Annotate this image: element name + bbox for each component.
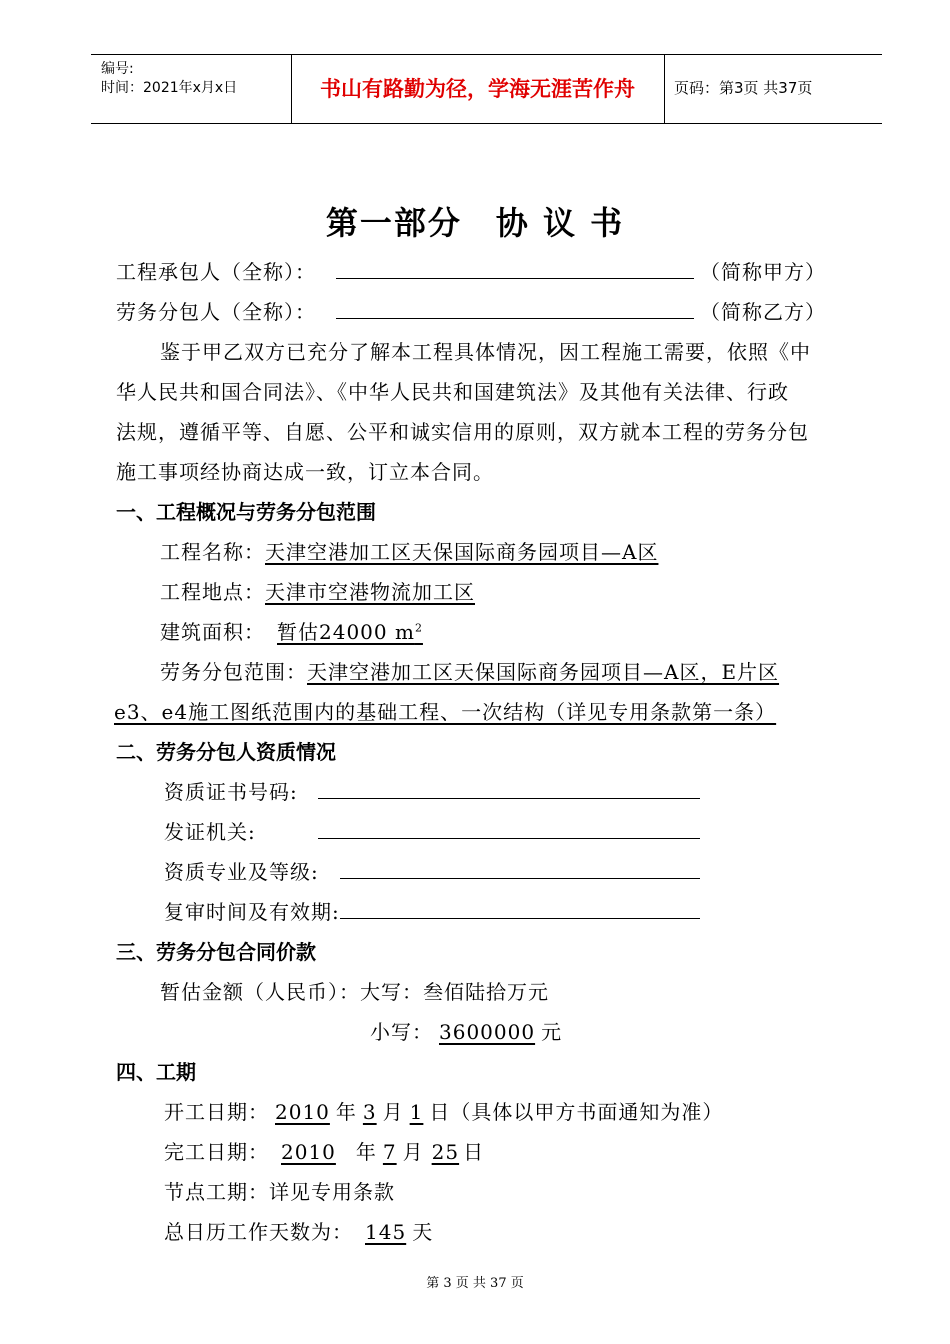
start-day-char: 日 <box>429 1100 451 1124</box>
issuer-blank <box>318 838 700 839</box>
total-days-value: 145 <box>365 1220 407 1244</box>
end-year-char: 年 <box>355 1140 377 1164</box>
end-month: 7 <box>382 1140 397 1164</box>
start-note: （具体以甲方书面通知为准） <box>450 1100 724 1124</box>
project-name-value: 天津空港加工区天保国际商务园项目—A区 <box>265 540 659 564</box>
header-motto: 书山有路勤为径，学海无涯苦作舟 <box>291 55 665 123</box>
milestone-label: 节点工期：详见专用条款 <box>164 1180 395 1204</box>
end-year: 2010 <box>281 1140 336 1164</box>
building-area-text: 暂估24000 m <box>277 620 415 644</box>
subcontractor-suffix: （简称乙方） <box>700 300 826 324</box>
start-date-row <box>164 1096 723 1125</box>
amount-label: 暂估金额（人民币）：大写：叁佰陆拾万元 <box>160 980 549 1004</box>
scope-row-2 <box>114 696 776 725</box>
area-superscript: 2 <box>414 621 423 635</box>
start-day: 1 <box>409 1100 424 1124</box>
subcontractor-blank <box>336 318 694 319</box>
start-month: 3 <box>362 1100 377 1124</box>
contractor-suffix: （简称甲方） <box>700 260 826 284</box>
grade-label: 资质专业及等级: <box>164 860 319 884</box>
serial-label: 编号: <box>101 61 134 77</box>
section-3-heading: 三、劳务分包合同价款 <box>116 940 316 964</box>
header-page-info: 页码：第3页 共37页 <box>674 79 813 97</box>
start-year-char: 年 <box>335 1100 357 1124</box>
review-label: 复审时间及有效期: <box>164 900 340 924</box>
scope-row <box>160 656 779 685</box>
scope-label: 劳务分包范围： <box>160 660 307 684</box>
page-header <box>91 54 882 124</box>
total-days-label: 总日历工作天数为： <box>164 1220 353 1244</box>
project-location-value: 天津市空港物流加工区 <box>265 580 475 604</box>
small-amount-unit: 元 <box>541 1020 563 1044</box>
grade-blank <box>340 878 700 879</box>
building-area-label: 建筑面积： <box>160 620 265 644</box>
start-month-char: 月 <box>382 1100 404 1124</box>
document-title: 第一部分 协 议 书 <box>325 204 625 242</box>
time-label: 时间：2021年x月x日 <box>101 80 238 96</box>
contractor-row <box>116 256 316 285</box>
end-month-char: 月 <box>402 1140 424 1164</box>
end-day: 25 <box>431 1140 460 1164</box>
small-amount-value: 3600000 <box>439 1020 536 1044</box>
section-4-heading: 四、工期 <box>116 1060 196 1084</box>
building-area-value <box>265 620 423 644</box>
project-location-row <box>160 576 475 605</box>
end-date-row <box>164 1136 484 1165</box>
scope-value-1: 天津空港加工区天保国际商务园项目—A区，E片区 <box>307 660 780 684</box>
end-day-char: 日 <box>463 1140 485 1164</box>
preamble-line-1: 鉴于甲乙双方已充分了解本工程具体情况，因工程施工需要，依照《中 <box>160 340 811 364</box>
total-days-unit: 天 <box>412 1220 434 1244</box>
start-date-label: 开工日期： <box>164 1100 269 1124</box>
preamble-line-3: 法规，遵循平等、自愿、公平和诚实信用的原则，双方就本工程的劳务分包 <box>116 420 809 444</box>
subcontractor-label: 劳务分包人（全称）： <box>116 300 316 324</box>
end-date-label: 完工日期： <box>164 1140 269 1164</box>
small-amount-row <box>370 1016 562 1045</box>
review-blank <box>340 918 700 919</box>
preamble-line-2: 华人民共和国合同法》、《中华人民共和国建筑法》及其他有关法律、行政 <box>116 380 789 404</box>
project-name-label: 工程名称： <box>160 540 265 564</box>
project-location-label: 工程地点： <box>160 580 265 604</box>
cert-no-blank <box>318 798 700 799</box>
header-meta-cell <box>91 55 292 123</box>
cert-no-label: 资质证书号码: <box>164 780 298 804</box>
total-days-row <box>164 1216 433 1245</box>
small-amount-label: 小写： <box>370 1020 433 1044</box>
start-year: 2010 <box>275 1100 330 1124</box>
subcontractor-row <box>116 296 316 325</box>
building-area-row <box>160 616 423 645</box>
scope-value-2: e3、e4施工图纸范围内的基础工程、一次结构（详见专用条款第一条） <box>114 700 777 724</box>
section-1-heading: 一、工程概况与劳务分包范围 <box>116 500 376 524</box>
contractor-blank <box>336 278 694 279</box>
issuer-label: 发证机关: <box>164 820 256 844</box>
project-name-row <box>160 536 658 565</box>
page-footer: 第 3 页 共 37 页 <box>426 1276 524 1291</box>
contractor-label: 工程承包人（全称）： <box>116 260 316 284</box>
section-2-heading: 二、劳务分包人资质情况 <box>116 740 336 764</box>
preamble-line-4: 施工事项经协商达成一致，订立本合同。 <box>116 460 494 484</box>
